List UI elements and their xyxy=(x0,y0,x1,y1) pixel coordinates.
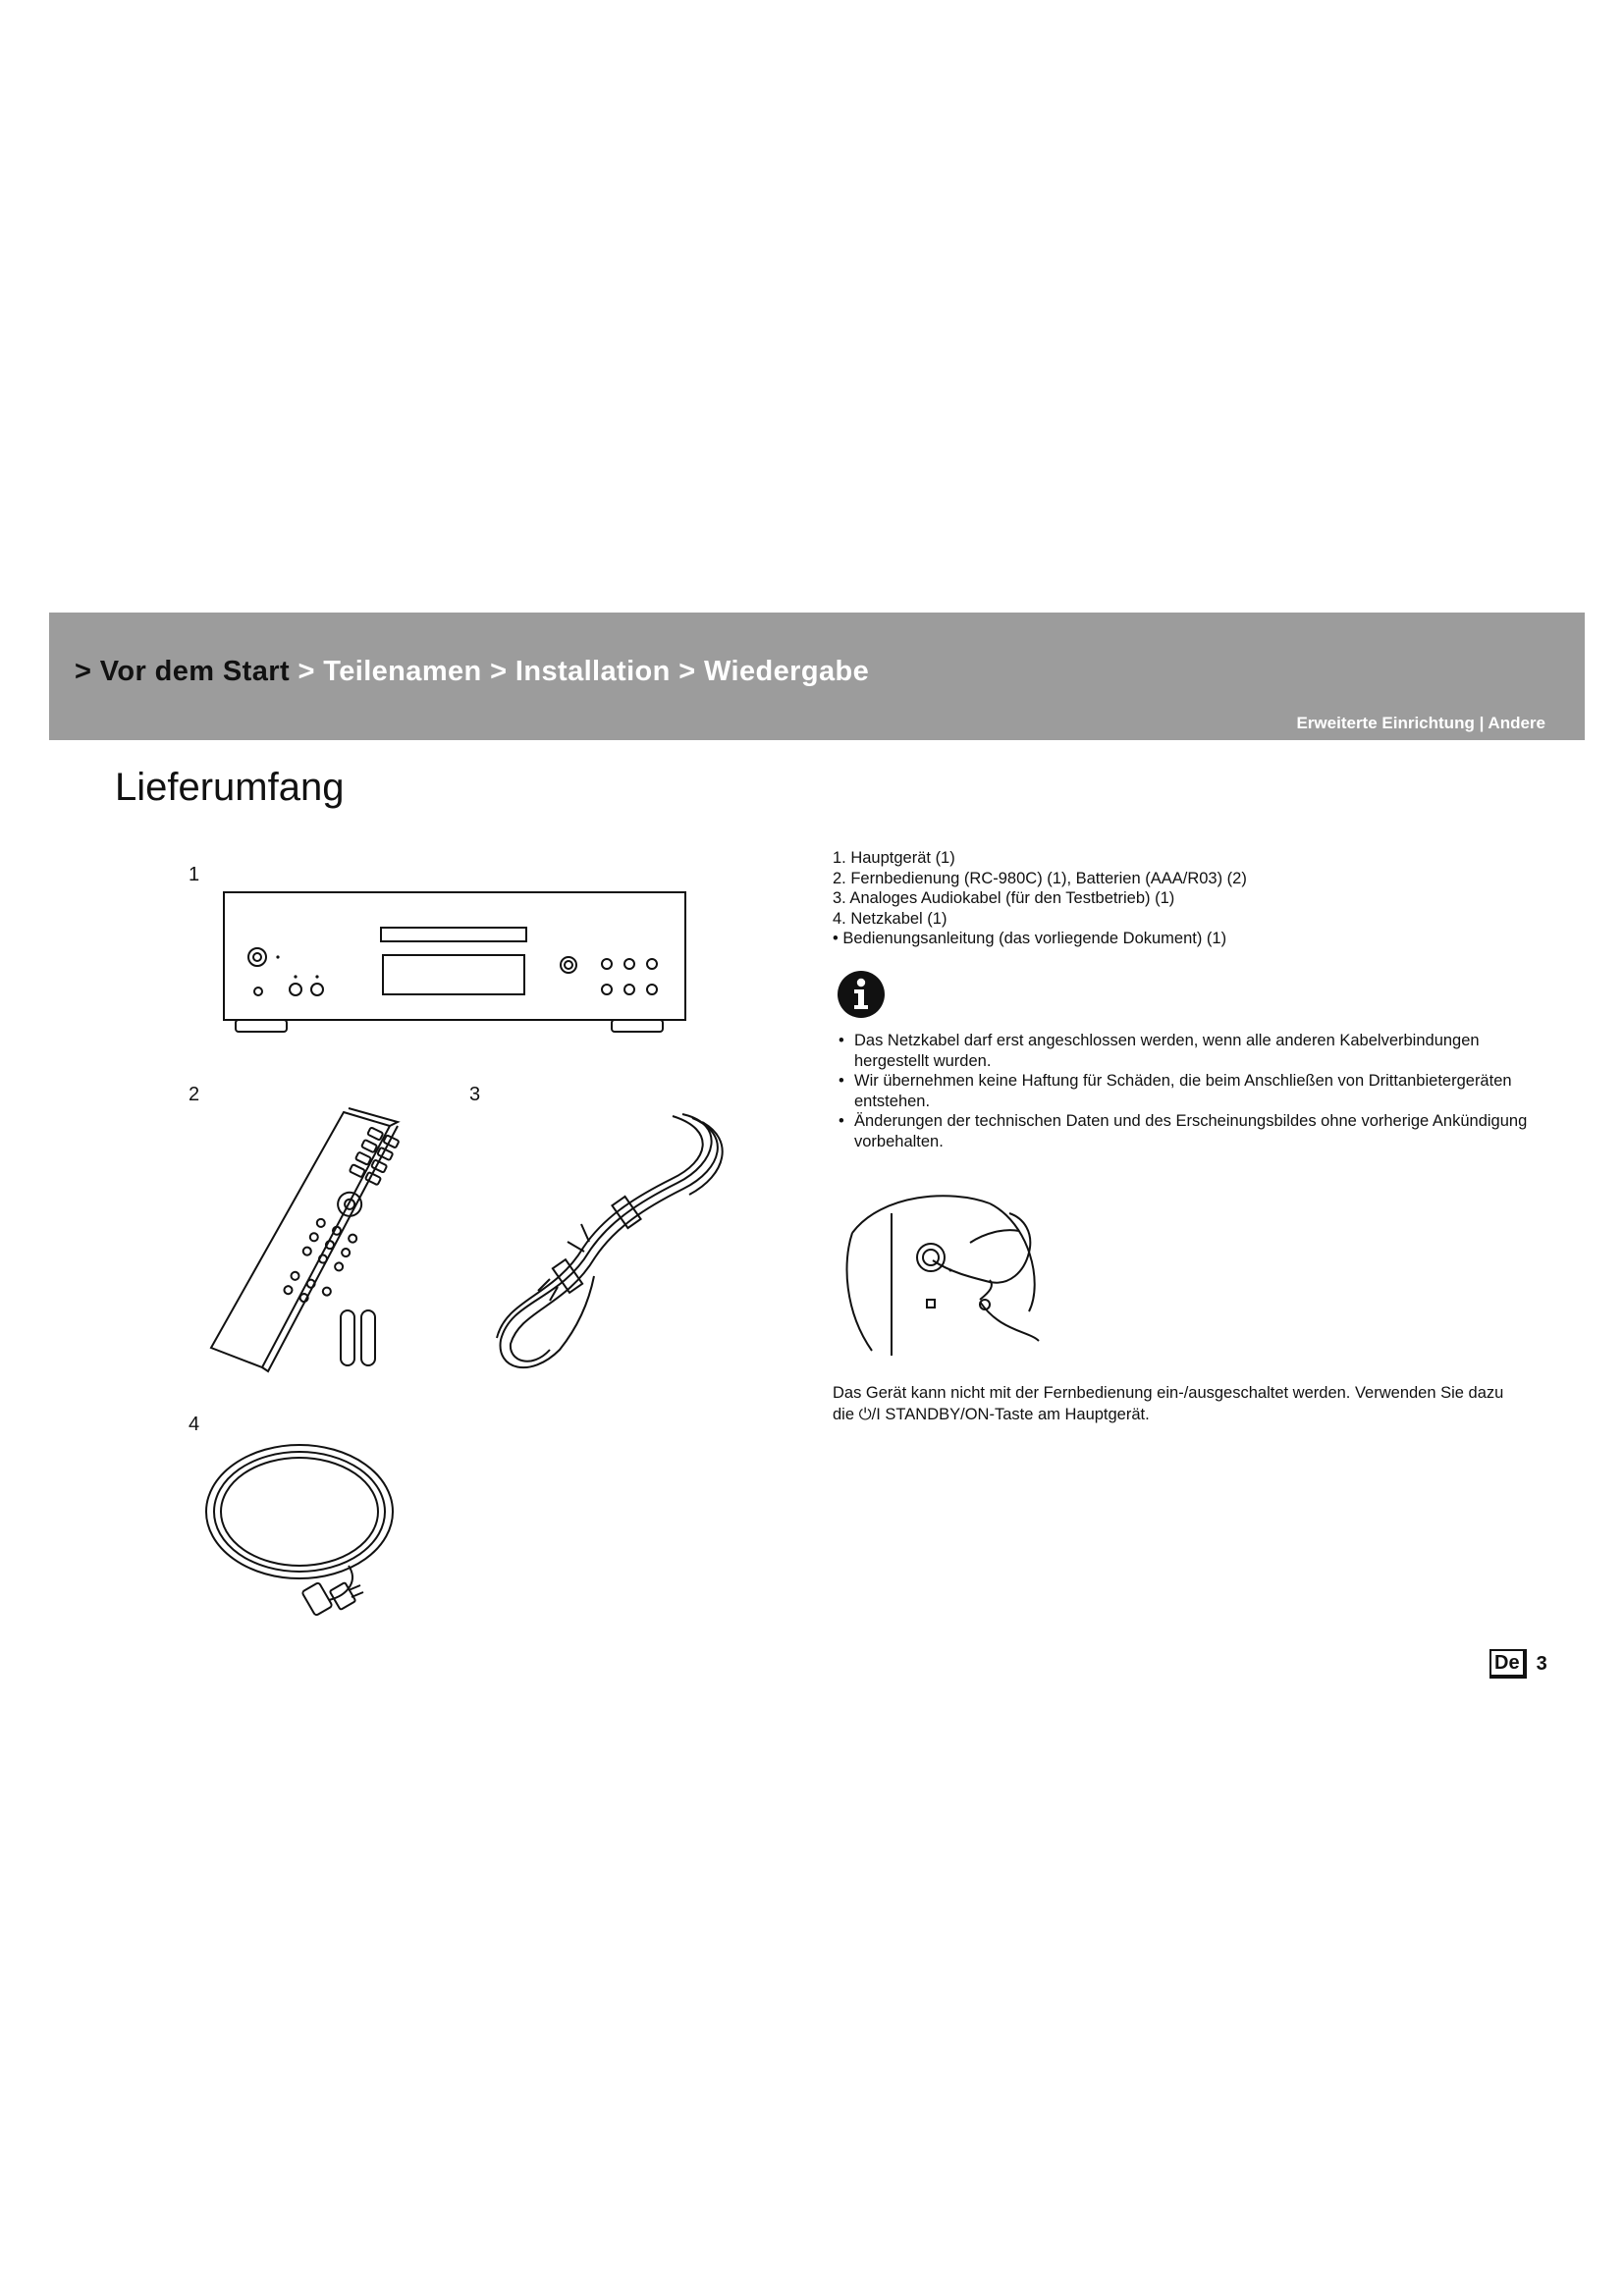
nav-wiedergabe[interactable]: > Wiedergabe xyxy=(670,656,870,687)
nav-separator: | xyxy=(1474,714,1489,732)
info-icon xyxy=(837,970,886,1019)
contents-list xyxy=(833,848,1540,949)
list-item: 4. Netzkabel (1) xyxy=(833,909,947,928)
list-item: 1. Hauptgerät (1) xyxy=(833,849,955,867)
note-item: • Das Netzkabel darf erst angeschlossen werden, wenn alle anderen Kabelverbindungen hergestellt wurden. xyxy=(837,1031,1543,1071)
note-item: • Änderungen der technischen Daten und des Erscheinungsbildes ohne vorherige Ankündigung vorbehalten. xyxy=(837,1111,1543,1151)
secondary-nav xyxy=(1296,714,1545,733)
list-item: 3. Analoges Audiokabel (für den Testbetrieb) (1) xyxy=(833,889,1175,907)
note-item: • Wir übernehmen keine Haftung für Schäden, die beim Anschließen von Drittanbietergeräten entstehen. xyxy=(837,1071,1543,1111)
page-title: Lieferumfang xyxy=(115,766,345,809)
notes-list xyxy=(837,1031,1543,1151)
list-item: 2. Fernbedienung (RC-980C) (1), Batterien (AAA/R03) (2) xyxy=(833,869,1247,887)
standby-note: Das Gerät kann nicht mit der Fernbedienung ein-/ausgeschaltet werden. Verwenden Sie dazu die ⏻/I STANDBY/ON-Taste am Hauptgerät. xyxy=(833,1384,1504,1423)
nav-installation[interactable]: > Installation xyxy=(481,656,671,687)
nav-erweiterte-einrichtung[interactable]: Erweiterte Einrichtung xyxy=(1296,714,1475,732)
language-badge: De xyxy=(1489,1649,1527,1679)
audio-cable-illustration xyxy=(481,1104,736,1379)
power-cord-illustration xyxy=(201,1438,417,1634)
nav-vor-dem-start[interactable]: > Vor dem Start xyxy=(75,656,290,687)
breadcrumb xyxy=(75,656,869,688)
header-banner xyxy=(49,613,1585,740)
nav-andere[interactable]: Andere xyxy=(1488,714,1545,732)
nav-teilenamen[interactable]: > Teilenamen xyxy=(290,656,482,687)
list-item: • Bedienungsanleitung (das vorliegende Dokument) (1) xyxy=(833,930,1227,947)
figure-label-remote: 2 xyxy=(189,1084,200,1105)
main-unit-illustration xyxy=(221,888,692,1045)
figure-label-main-unit: 1 xyxy=(189,864,200,885)
page-number: 3 xyxy=(1536,1652,1547,1675)
figure-label-audio-cable: 3 xyxy=(469,1084,481,1105)
figure-label-power-cord: 4 xyxy=(189,1414,200,1435)
page-footer xyxy=(1489,1649,1547,1679)
remote-control-illustration xyxy=(201,1104,417,1379)
standby-button-illustration xyxy=(833,1184,1068,1370)
